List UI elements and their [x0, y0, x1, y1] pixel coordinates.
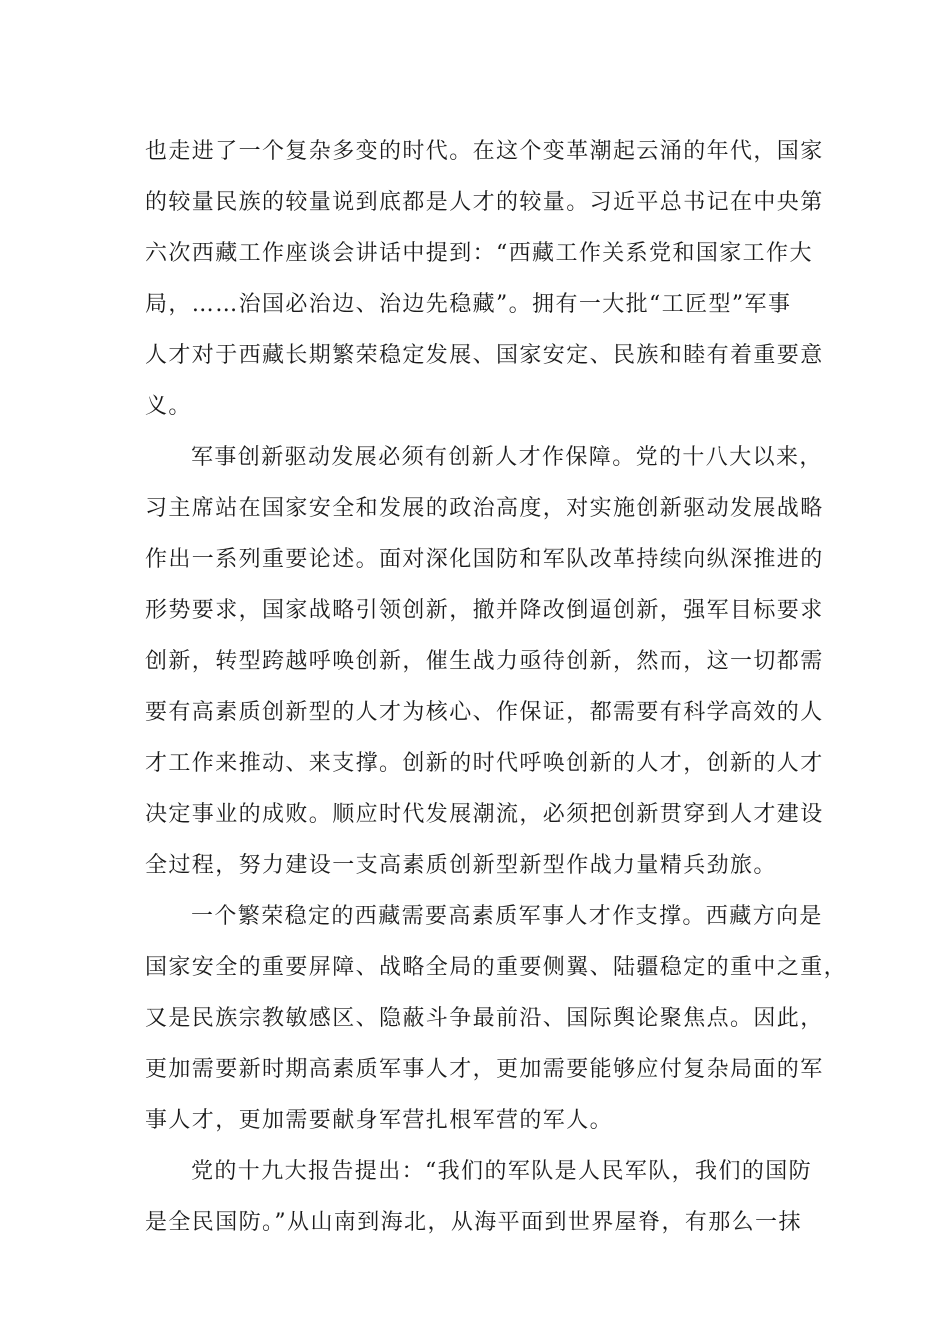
text-line: 事人才，更加需要献身军营扎根军营的军人。: [145, 1108, 614, 1133]
text-line: 才工作来推动、来支撑。创新的时代呼唤创新的人才，创新的人才: [145, 751, 824, 776]
text-line: 习主席站在国家安全和发展的政治高度，对实施创新驱动发展战略: [145, 496, 824, 521]
text-line: 是全民国防。”从山南到海北，从海平面到世界屋脊，有那么一抹: [145, 1210, 802, 1235]
text-line: 更加需要新时期高素质军事人才，更加需要能够应付复杂局面的军: [145, 1057, 824, 1082]
text-line: 局，……治国必治边、治边先稳藏”。拥有一大批“工匠型”军事: [145, 292, 792, 317]
paragraph-first-line: 党的十九大报告提出：“我们的军队是人民军队，我们的国防: [191, 1159, 813, 1184]
text-line: 六次西藏工作座谈会讲话中提到：“西藏工作关系党和国家工作大: [145, 241, 813, 266]
text-line: 又是民族宗教敏感区、隐蔽斗争最前沿、国际舆论聚焦点。因此，: [145, 1006, 824, 1031]
text-line: 的较量民族的较量说到底都是人才的较量。习近平总书记在中央第: [145, 190, 824, 215]
text-line: 形势要求，国家战略引领创新，撤并降改倒逼创新，强军目标要求: [145, 598, 824, 623]
paragraph-first-line: 一个繁荣稳定的西藏需要高素质军事人才作支撑。西藏方向是: [191, 904, 823, 929]
text-line: 人才对于西藏长期繁荣稳定发展、国家安定、民族和睦有着重要意: [145, 343, 824, 368]
text-line: 国家安全的重要屏障、战略全局的重要侧翼、陆疆稳定的重中之重，: [145, 955, 848, 980]
text-line: 也走进了一个复杂多变的时代。在这个变革潮起云涌的年代，国家: [145, 139, 824, 164]
text-line: 创新，转型跨越呼唤创新，催生战力亟待创新，然而，这一切都需: [145, 649, 824, 674]
text-line: 作出一系列重要论述。面对深化国防和军队改革持续向纵深推进的: [145, 547, 824, 572]
document-body: [145, 126, 848, 1248]
paragraph-first-line: 军事创新驱动发展必须有创新人才作保障。党的十八大以来，: [191, 445, 823, 470]
text-line: 全过程，努力建设一支高素质创新型新型作战力量精兵劲旅。: [145, 853, 777, 878]
text-line: 义。: [145, 394, 192, 419]
text-line: 要有高素质创新型的人才为核心、作保证，都需要有科学高效的人: [145, 700, 824, 725]
text-line: 决定事业的成败。顺应时代发展潮流，必须把创新贯穿到人才建设: [145, 802, 824, 827]
